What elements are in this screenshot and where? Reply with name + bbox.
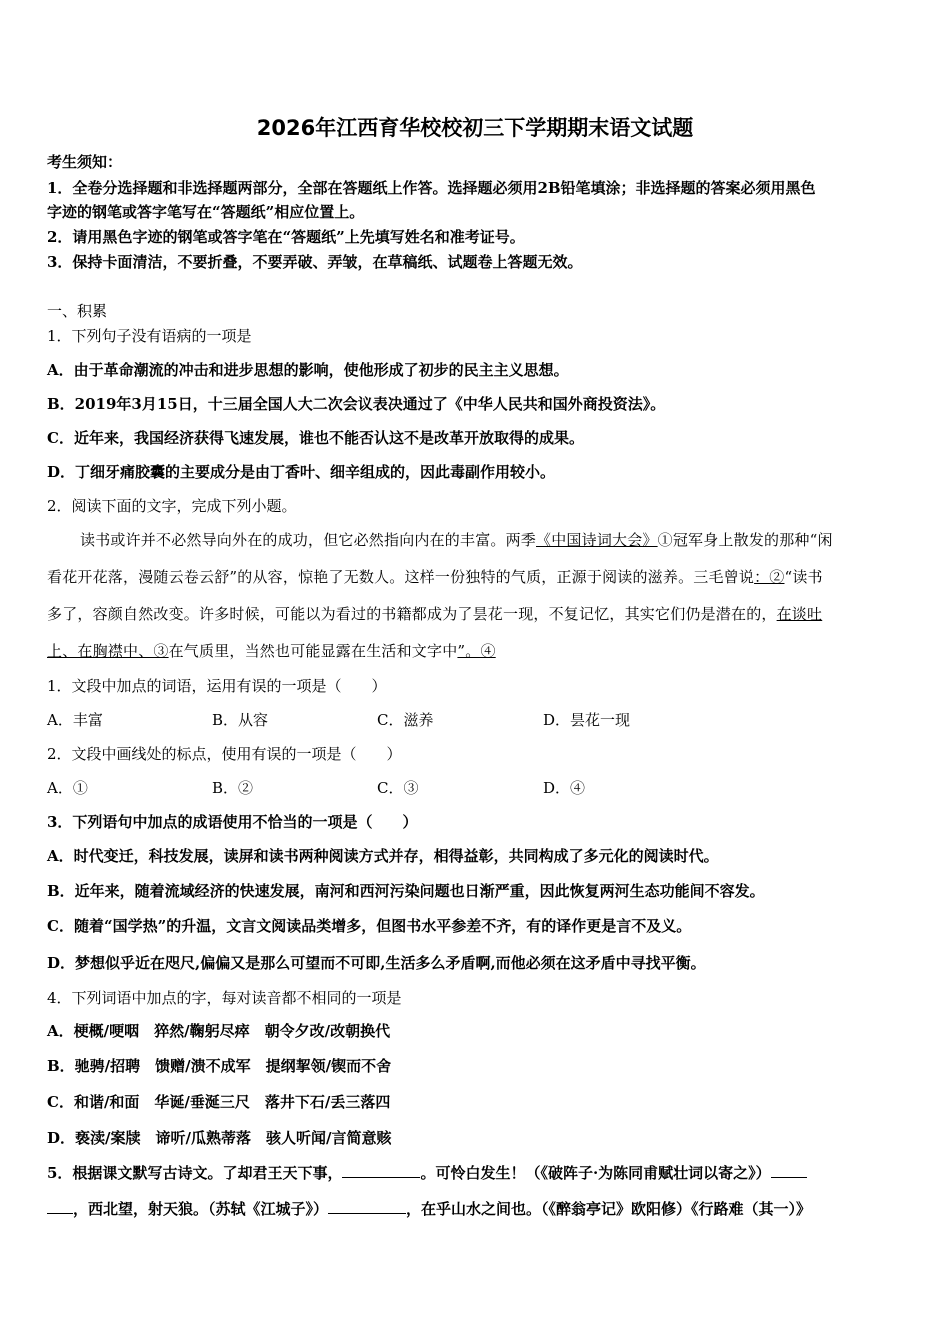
q4-option-c: C．和谐/和面 华诞/垂涎三尺 落井下石/丢三落四: [47, 1093, 391, 1111]
answer-blank[interactable]: [771, 1163, 807, 1178]
answer-blank[interactable]: [47, 1199, 73, 1214]
question-2-stem: 2．阅读下面的文字，完成下列小题。: [47, 497, 297, 515]
q3-option-c: C．随着“国学热”的升温，文言文阅读品类增多，但图书水平参差不齐，有的译作更是言不及义。: [47, 917, 692, 935]
q1-option-d: D．丁细牙痛胶囊的主要成分是由丁香叶、细辛组成的，因此毒副作用较小。: [47, 463, 556, 481]
answer-blank[interactable]: [342, 1163, 420, 1178]
sub2-option-d: D．④: [543, 779, 586, 797]
notice-item: 字迹的钢笔或答字笔写在“答题纸”相应位置上。: [47, 203, 365, 221]
q4-option-a: A．梗概/哽咽 猝然/鞠躬尽瘁 朝令夕改/改朝换代: [47, 1022, 391, 1040]
sub2-option-c: C．③: [377, 779, 419, 797]
notice-item: 2．请用黑色字迹的钢笔或答字笔在“答题纸”上先填写姓名和准考证号。: [47, 228, 525, 246]
q4-option-b: B．驰骋/招聘 馈赠/溃不成军 提纲挈领/锲而不舍: [47, 1057, 392, 1075]
sub2-option-b: B．②: [212, 779, 254, 797]
passage-line: 读书或许并不必然导向外在的成功，但它必然指向内在的丰富。两季《中国诗词大会》①冠军身上散发的那种“闲: [80, 531, 833, 549]
question-5-line: 5．根据课文默写古诗文。了却君王天下事， 。可怜白发生！（《破阵子·为陈同甫赋壮词以寄之》）: [47, 1163, 907, 1183]
passage-line: 看花开花落，漫随云卷云舒”的从容，惊艳了无数人。这样一份独特的气质，正源于阅读的滋养。三毛曾说：②“读书: [47, 568, 823, 586]
answer-blank[interactable]: [328, 1199, 406, 1214]
sub1-option-b: B．从容: [212, 711, 269, 729]
question-1-stem: 1．下列句子没有语病的一项是: [47, 327, 252, 345]
subquestion-2-stem: 2．文段中画线处的标点，使用有误的一项是（ ）: [47, 745, 402, 763]
sub1-option-a: A．丰富: [47, 711, 103, 729]
section-heading: 一、积累: [47, 302, 108, 320]
sub1-option-d: D．昙花一现: [543, 711, 631, 729]
subquestion-1-stem: 1．文段中加点的词语，运用有误的一项是（ ）: [47, 677, 387, 695]
passage-line: 上、在胸襟中、③在气质里，当然也可能显露在生活和文字中”。④: [47, 642, 496, 660]
page-title: 2026年江西育华校校初三下学期期末语文试题: [256, 116, 694, 140]
notice-item: 3．保持卡面清洁，不要折叠，不要弄破、弄皱，在草稿纸、试题卷上答题无效。: [47, 253, 583, 271]
sub1-option-c: C．滋养: [377, 711, 434, 729]
q1-option-b: B．2019年3月15日，十三届全国人大二次会议表决通过了《中华人民共和国外商投资法》。: [47, 395, 666, 413]
q1-option-a: A．由于革命潮流的冲击和进步思想的影响，使他形成了初步的民主主义思想。: [47, 361, 569, 379]
passage-line: 多了，容颜自然改变。许多时候，可能以为看过的书籍都成为了昙花一现，不复记忆，其实它们仍是潜在的，在谈吐: [47, 605, 823, 623]
notice-heading: 考生须知：: [47, 153, 123, 171]
question-5-line: ，西北望，射天狼。（苏轼《江城子》） ，在乎山水之间也。（《醉翁亭记》欧阳修）《行路难（其一）》: [47, 1199, 907, 1219]
q1-option-c: C．近年来，我国经济获得飞速发展，谁也不能否认这不是改革开放取得的成果。: [47, 429, 584, 447]
q4-option-d: D．亵渎/案牍 谛听/瓜熟蒂落 骇人听闻/言简意赅: [47, 1129, 392, 1147]
q3-option-a: A．时代变迁，科技发展，读屏和读书两种阅读方式并存，相得益彰，共同构成了多元化的阅读时代。: [47, 847, 719, 865]
q3-option-d: D．梦想似乎近在咫尺,偏偏又是那么可望而不可即,生活多么矛盾啊,而他必须在这矛盾中寻找平衡。: [47, 954, 706, 972]
question-3-stem: 3．下列语句中加点的成语使用不恰当的一项是（ ）: [47, 813, 418, 831]
q3-option-b: B．近年来，随着流域经济的快速发展，南河和西河污染问题也日渐严重，因此恢复两河生态功能间不容发。: [47, 882, 765, 900]
sub2-option-a: A．①: [47, 779, 88, 797]
notice-item: 1．全卷分选择题和非选择题两部分，全部在答题纸上作答。选择题必须用2B铅笔填涂；非选择题的答案必须用黑色: [47, 179, 816, 197]
question-4-stem: 4．下列词语中加点的字，每对读音都不相同的一项是: [47, 989, 402, 1007]
